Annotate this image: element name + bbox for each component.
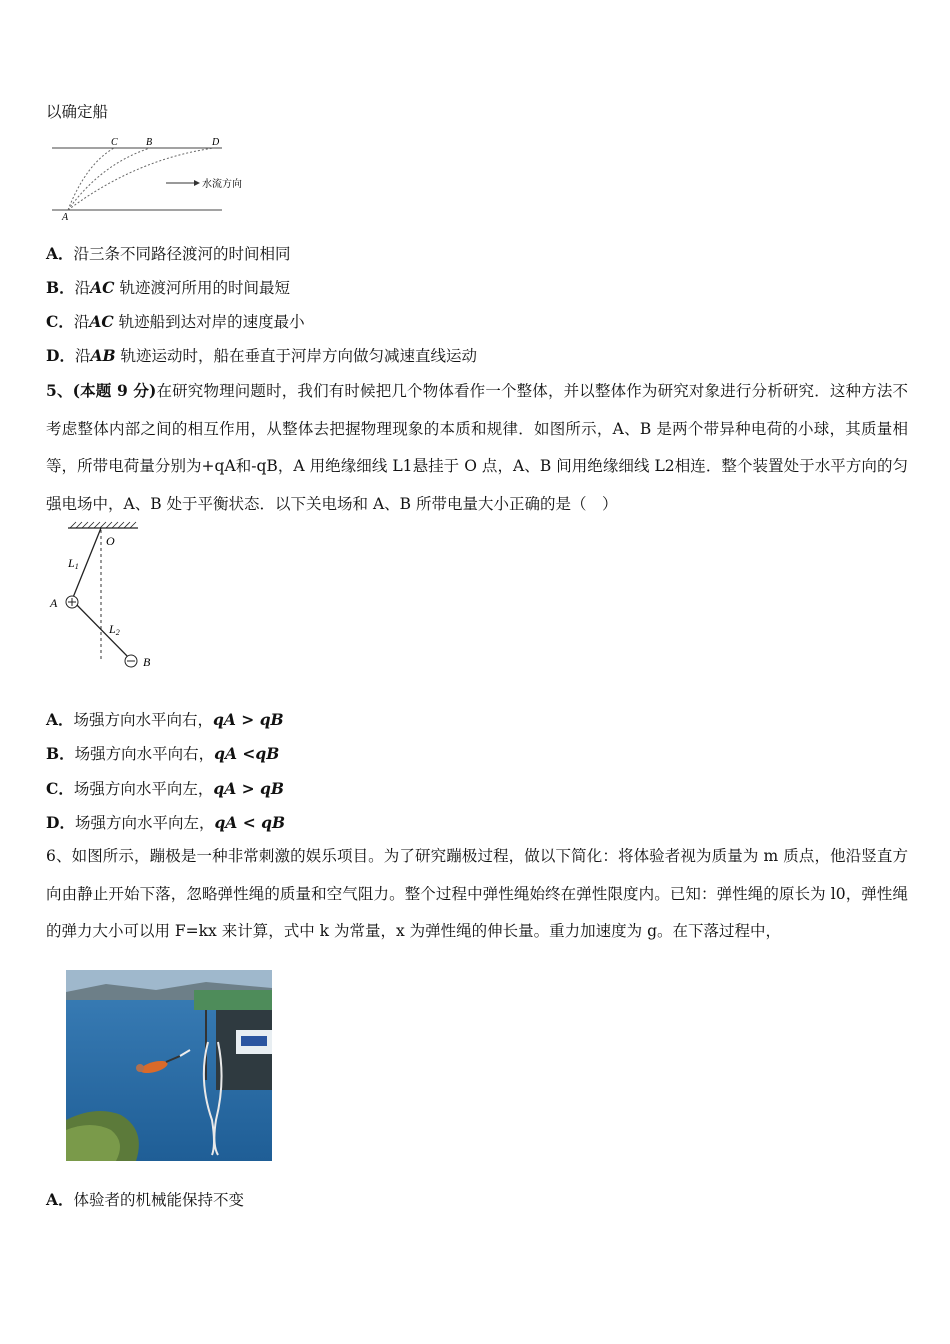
q5-text: 在研究物理问题时，我们有时候把几个物体看作一个整体，并以整体作为研究对象进行分析研究．这种方法不考虑整体内部之间的相互作用，从整体去把握物理现象的本质和规律．如图所示，A、B 是两个带异种电荷的小球，其质量相等，所带电荷量分别为+qA和-qB，A 用绝缘细线 L1悬挂于 O 点，A、B 间用绝缘细线 L2相连．整个装置处于水平方向的匀强电场中，A、B 处于平衡状态．以下关电场和 A、B 所带电量大小正确的是（ ） (46, 382, 908, 513)
bungee-photo (66, 970, 272, 1161)
q6-option-a: A．体验者的机械能保持不变 (46, 1190, 245, 1209)
point-d-label: D (212, 137, 220, 148)
q4-option-c: C．沿AC 轨迹船到达对岸的速度最小 (46, 312, 305, 331)
q6-stem: 6、如图所示，蹦极是一种非常刺激的娱乐项目。为了研究蹦极过程，做以下简化：将体验者视为质量为 m 质点，他沿竖直方向由静止开始下落，忽略弹性绳的质量和空气阻力。整个过程中弹性绳始终在弹性限度内。已知：弹性绳的原长为 l0，弹性绳的弹力大小可以用 F=kx 来计算，式中 k 为常量，x 为弹性绳的伸长量。重力加速度为 g。在下落过程中， (46, 847, 908, 940)
q5-option-d: D．场强方向水平向左，qA < qB (46, 813, 286, 832)
q5-option-b: B．场强方向水平向右，qA <qB (46, 744, 280, 763)
flow-direction-label: 水流方向 (202, 179, 242, 190)
river-crossing-figure (46, 134, 266, 224)
point-c-label: C (111, 137, 118, 148)
q5-option-c: C．场强方向水平向左，qA > qB (46, 779, 284, 798)
svg-text:L1: L1 (68, 556, 79, 571)
sphere-a-label: A (50, 596, 58, 610)
point-a-label: A (62, 212, 69, 223)
q5-number: 5、(本题 9 分) (46, 381, 157, 400)
text-fragment: 以确定船 (46, 103, 109, 121)
point-b-label: B (146, 137, 153, 148)
q5-stem (46, 372, 908, 523)
svg-text:L2: L2 (109, 622, 120, 637)
q4-option-a: A．沿三条不同路径渡河的时间相同 (46, 244, 291, 263)
sphere-b-label: B (143, 655, 151, 669)
q4-option-b: B．沿AC 轨迹渡河所用的时间最短 (46, 278, 290, 297)
q5-option-a: A．场强方向水平向右，qA > qB (46, 710, 284, 729)
charged-spheres-figure (46, 520, 176, 675)
point-o-label: O (106, 534, 115, 548)
l2-label: L (109, 622, 116, 636)
l1-label: L (68, 556, 75, 570)
q4-option-d: D．沿AB 轨迹运动时，船在垂直于河岸方向做匀减速直线运动 (46, 346, 478, 365)
